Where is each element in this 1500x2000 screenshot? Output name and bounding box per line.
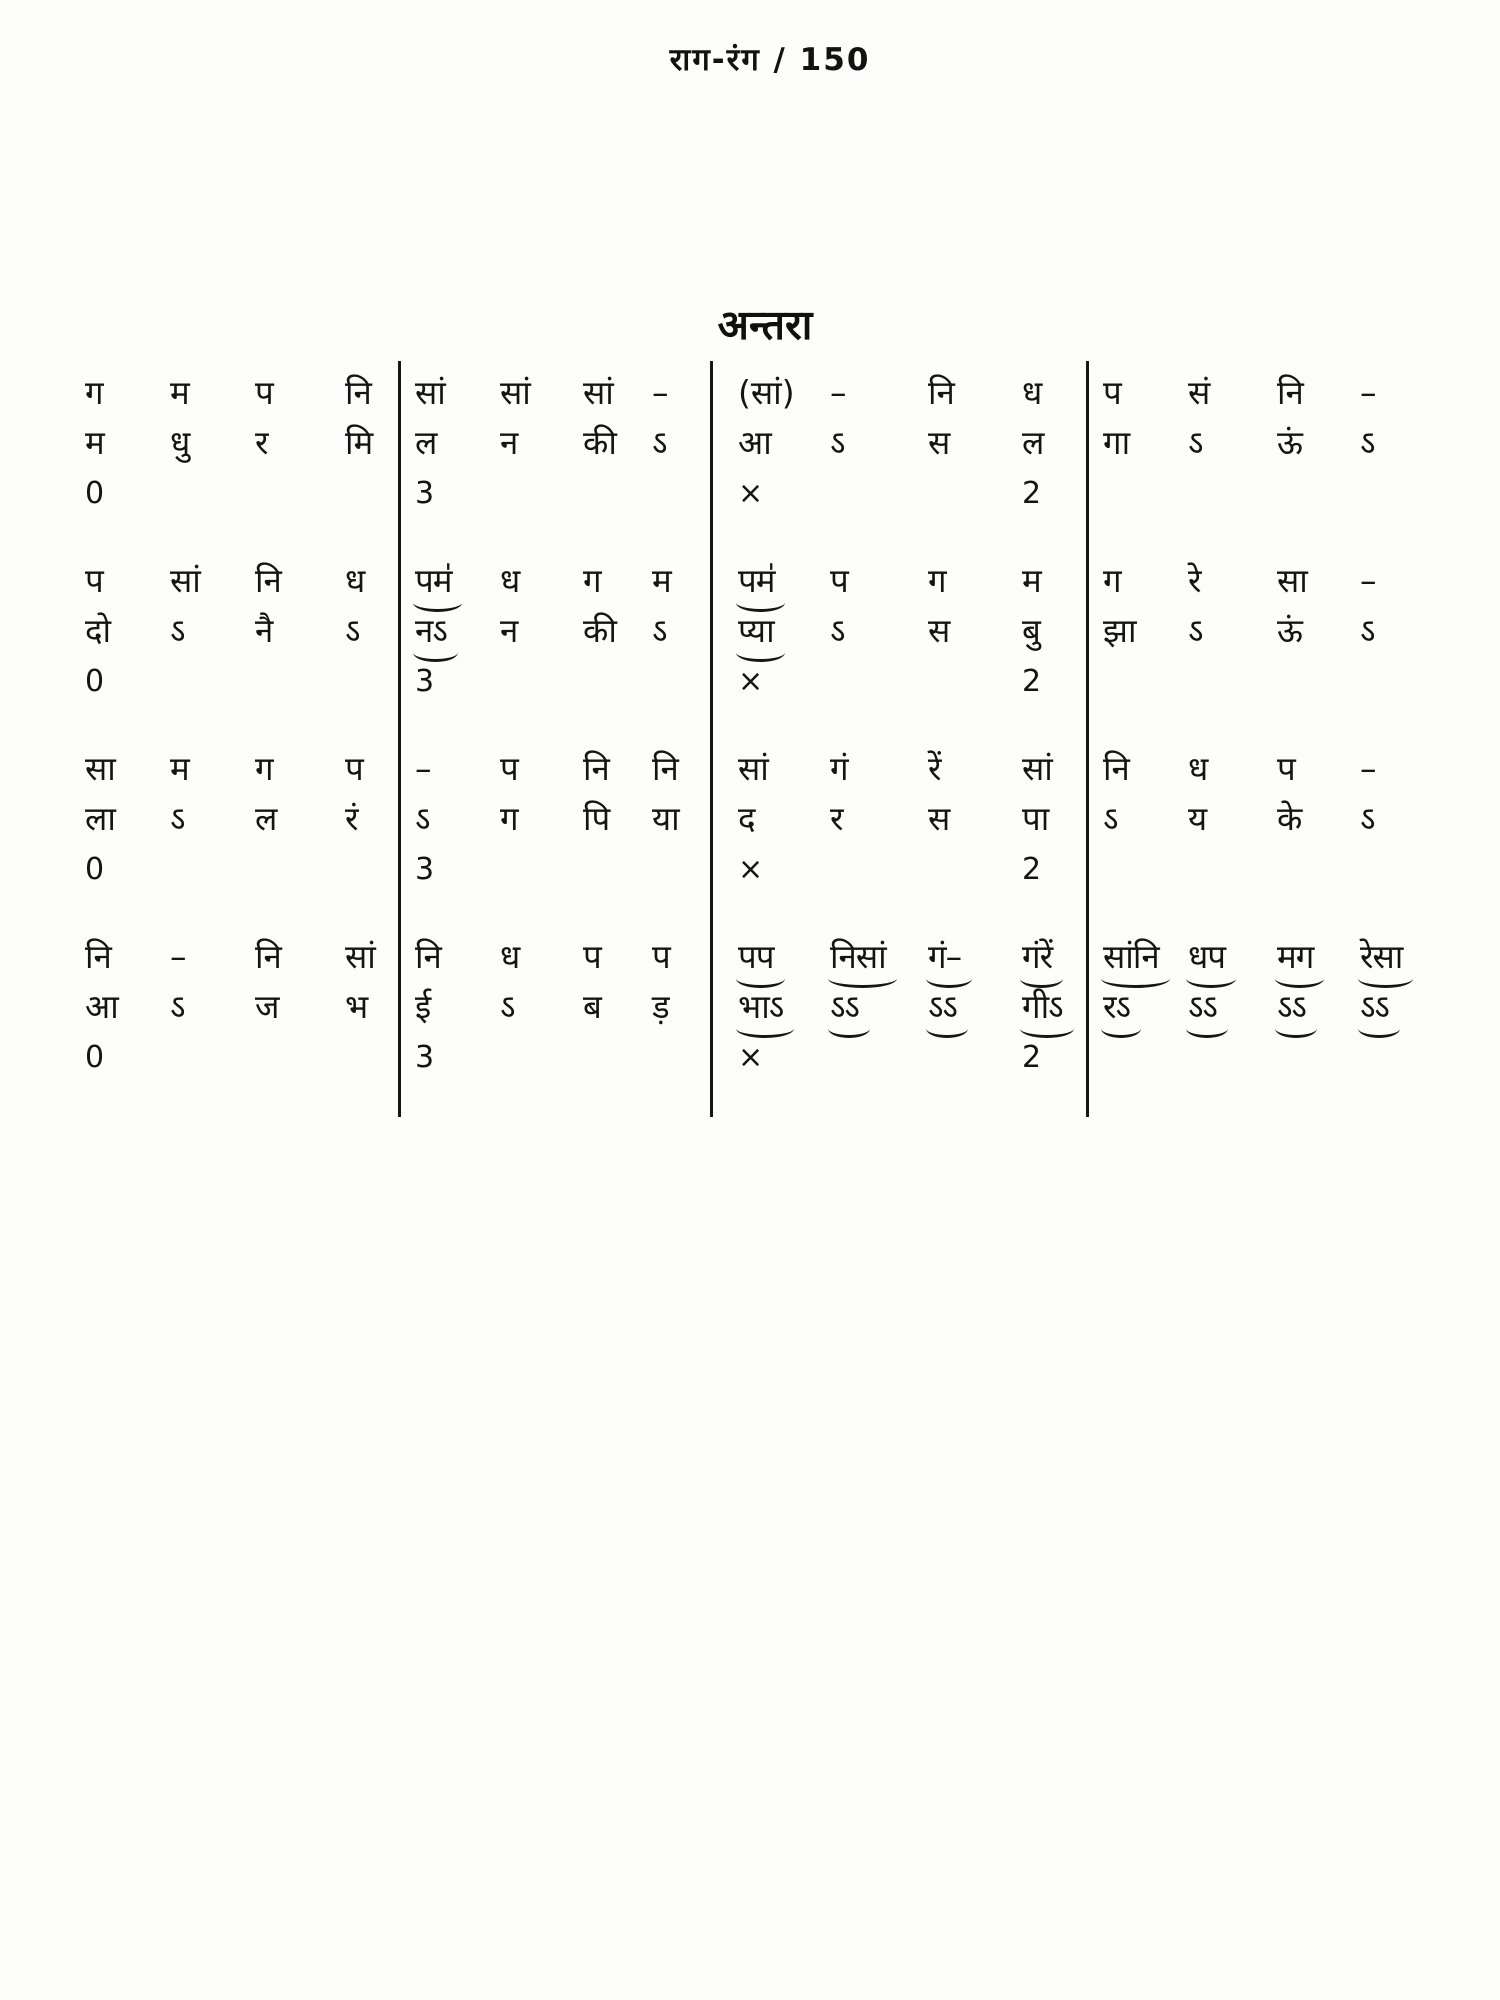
swara-cell: ग: [85, 373, 104, 412]
lyric-cell: ऽ: [500, 987, 516, 1026]
swara-cell: सां: [345, 937, 376, 976]
swara-cell: प: [85, 561, 104, 600]
swara-cell: सां: [1022, 749, 1053, 788]
taal-mark: [345, 1036, 398, 1082]
swara-cell: –: [1360, 561, 1377, 600]
lyric-cell: ड़: [652, 987, 670, 1026]
taal-mark: 0: [85, 852, 105, 887]
lyric-cell: ज: [255, 987, 280, 1026]
slurred-note-group: रऽ: [1103, 988, 1130, 1029]
swara-cell: ग: [1103, 561, 1122, 600]
swara-cell: नि: [345, 373, 372, 412]
taal-mark: [1360, 1036, 1445, 1082]
lyric-cell: बु: [1022, 611, 1041, 650]
lyric-cell: धु: [170, 423, 191, 462]
swara-cell: प: [1277, 749, 1296, 788]
swara-cell: [1022, 938, 1086, 988]
swara-cell: –: [652, 373, 669, 412]
taal-mark: [583, 660, 652, 706]
lyric-cell: ऽ: [170, 611, 186, 650]
lyric-cell: रं: [345, 799, 359, 838]
swara-cell: नि: [255, 937, 282, 976]
slurred-note-group: रेसा: [1360, 938, 1402, 979]
vibhag-bar-line: [1086, 361, 1089, 553]
swara-cell: –: [415, 749, 432, 788]
swara-cell: प: [500, 749, 519, 788]
lyric-cell: [738, 988, 830, 1036]
slurred-note-group: ऽऽ: [928, 988, 957, 1029]
notation-system-4: [85, 938, 1445, 1082]
taal-mark: [1360, 660, 1445, 706]
taal-mark: 3: [415, 476, 435, 511]
lyric-cell: ऽ: [1188, 611, 1204, 650]
slurred-note-group: पम॑: [415, 562, 451, 603]
swara-cell: –: [1360, 749, 1377, 788]
taal-mark: [583, 848, 652, 894]
swara-cell: ध: [500, 561, 521, 600]
slurred-note-group: ऽऽ: [830, 988, 859, 1029]
taal-mark: [255, 660, 345, 706]
slurred-note-group: धप: [1188, 938, 1225, 979]
taal-mark: [1103, 660, 1188, 706]
swara-cell: [738, 562, 830, 612]
swara-cell: नि: [583, 749, 610, 788]
taal-mark: [1277, 660, 1360, 706]
swara-cell: नि: [652, 749, 679, 788]
taal-mark: [255, 1036, 345, 1082]
lyric-cell: ब: [583, 987, 602, 1026]
lyric-cell: ई: [415, 987, 432, 1026]
lyric-cell: ला: [85, 799, 116, 838]
swara-cell: रें: [928, 749, 942, 788]
lyric-cell: ऽ: [1360, 611, 1376, 650]
swara-cell: [1188, 938, 1277, 988]
slurred-note-group: मग: [1277, 938, 1313, 979]
lyric-cell: ऽ: [652, 423, 668, 462]
swara-cell: [1277, 938, 1360, 988]
lyric-cell: [1188, 988, 1277, 1036]
vibhag-bar-line: [710, 925, 713, 1117]
lyric-cell: ऽ: [1188, 423, 1204, 462]
lyric-cell: ऽ: [1103, 799, 1119, 838]
swara-cell: प: [583, 937, 602, 976]
taal-mark: 0: [85, 664, 105, 699]
lyric-cell: [415, 612, 500, 660]
taal-mark: [652, 660, 710, 706]
lyric-cell: ऽ: [170, 799, 186, 838]
taal-mark: [345, 660, 398, 706]
swara-cell: म: [1022, 561, 1042, 600]
vibhag-bar-line: [710, 737, 713, 929]
lyric-cell: या: [652, 799, 680, 838]
lyric-cell: झा: [1103, 611, 1137, 650]
vibhag-bar-line: [398, 737, 401, 929]
swara-cell: [415, 562, 500, 612]
swara-cell: प: [345, 749, 364, 788]
slurred-note-group: ऽऽ: [1277, 988, 1306, 1029]
sargam-notation: [85, 374, 1445, 1126]
slurred-note-group: भाऽ: [738, 988, 783, 1029]
lyric-cell: मि: [345, 423, 374, 462]
taal-mark: [652, 1036, 710, 1082]
swara-cell: ग: [928, 561, 947, 600]
swara-cell: म: [170, 749, 190, 788]
swara-cell: म: [170, 373, 190, 412]
swara-cell: सां: [500, 373, 531, 412]
slurred-note-group: प्या: [738, 612, 774, 653]
swara-cell: [830, 938, 928, 988]
lyric-cell: ऽ: [830, 423, 846, 462]
lyric-cell: न: [500, 611, 519, 650]
lyric-cell: [1103, 988, 1188, 1036]
swara-cell: म: [652, 561, 672, 600]
swara-cell: [1103, 938, 1188, 988]
taal-mark: 3: [415, 1040, 435, 1075]
lyric-cell: [1277, 988, 1360, 1036]
taal-mark: 2: [1022, 852, 1042, 887]
taal-mark: [583, 1036, 652, 1082]
swara-cell: नि: [415, 937, 442, 976]
slurred-note-group: नऽ: [415, 612, 447, 653]
vibhag-bar-line: [398, 361, 401, 553]
taal-mark: [830, 660, 928, 706]
swara-cell: ध: [1022, 373, 1043, 412]
lyric-cell: ग: [500, 799, 519, 838]
taal-mark: 2: [1022, 476, 1042, 511]
swara-cell: ग: [583, 561, 602, 600]
taal-mark: [1188, 848, 1277, 894]
notation-system-1: [85, 374, 1445, 518]
taal-mark: [500, 472, 583, 518]
lyric-cell: पि: [583, 799, 611, 838]
notation-system-3: [85, 750, 1445, 894]
swara-cell: सां: [170, 561, 201, 600]
slurred-note-group: गंरें: [1022, 938, 1052, 979]
taal-mark: [652, 472, 710, 518]
swara-cell: नि: [928, 373, 955, 412]
taal-mark: [830, 1036, 928, 1082]
swara-cell: सा: [85, 749, 116, 788]
lyric-cell: ऊं: [1277, 611, 1303, 650]
lyric-cell: ऽ: [170, 987, 186, 1026]
taal-mark: [170, 1036, 255, 1082]
taal-mark: [583, 472, 652, 518]
lyric-cell: [928, 988, 1022, 1036]
swara-cell: सां: [415, 373, 446, 412]
section-title: अन्तरा: [717, 301, 813, 349]
slurred-note-group: पप: [738, 938, 774, 979]
slurred-note-group: ऽऽ: [1188, 988, 1217, 1029]
taal-mark: [928, 1036, 1022, 1082]
taal-mark: [1103, 472, 1188, 518]
swara-cell: [738, 938, 830, 988]
taal-mark: [1103, 848, 1188, 894]
vibhag-bar-line: [1086, 737, 1089, 929]
lyric-cell: [1360, 988, 1445, 1036]
taal-mark: [500, 848, 583, 894]
swara-cell: सां: [583, 373, 614, 412]
lyric-cell: र: [830, 799, 844, 838]
taal-mark: [170, 472, 255, 518]
swara-cell: सां: [738, 749, 769, 788]
swara-cell: ध: [1188, 749, 1209, 788]
swara-cell: गं: [830, 749, 849, 788]
taal-mark: ×: [738, 1040, 764, 1075]
lyric-cell: स: [928, 423, 951, 462]
swara-cell: नि: [1103, 749, 1130, 788]
lyric-cell: ऽ: [345, 611, 361, 650]
lyric-cell: ऊं: [1277, 423, 1303, 462]
lyric-cell: स: [928, 799, 951, 838]
slurred-note-group: निसां: [830, 938, 886, 979]
lyric-cell: भ: [345, 987, 369, 1026]
taal-mark: 3: [415, 852, 435, 887]
taal-mark: [255, 472, 345, 518]
taal-mark: [1188, 472, 1277, 518]
slurred-note-group: गं–: [928, 938, 961, 979]
vibhag-bar-line: [398, 925, 401, 1117]
taal-mark: [1360, 848, 1445, 894]
lyric-cell: य: [1188, 799, 1208, 838]
slurred-note-group: सांनि: [1103, 938, 1159, 979]
lyric-cell: पा: [1022, 799, 1050, 838]
swara-cell: नि: [255, 561, 282, 600]
page-header: राग-रंग / 150: [669, 42, 871, 78]
lyric-cell: न: [500, 423, 519, 462]
taal-mark: [500, 660, 583, 706]
taal-mark: [928, 848, 1022, 894]
taal-mark: ×: [738, 476, 764, 511]
taal-mark: [928, 472, 1022, 518]
swara-cell: [928, 938, 1022, 988]
swara-cell: सा: [1277, 561, 1308, 600]
taal-mark: 3: [415, 664, 435, 699]
swara-cell: प: [830, 561, 849, 600]
swara-cell: नि: [1277, 373, 1304, 412]
taal-mark: 0: [85, 476, 105, 511]
taal-mark: [500, 1036, 583, 1082]
lyric-cell: ऽ: [830, 611, 846, 650]
taal-mark: [1103, 1036, 1188, 1082]
swara-cell: –: [830, 373, 847, 412]
lyric-cell: की: [583, 611, 617, 650]
taal-mark: [830, 848, 928, 894]
lyric-cell: ल: [255, 799, 278, 838]
lyric-cell: ऽ: [1360, 799, 1376, 838]
taal-mark: [345, 472, 398, 518]
taal-mark: 2: [1022, 664, 1042, 699]
lyric-cell: आ: [738, 423, 772, 462]
notation-system-2: [85, 562, 1445, 706]
swara-cell: –: [170, 937, 187, 976]
slurred-note-group: गीऽ: [1022, 988, 1063, 1029]
swara-cell: ध: [500, 937, 521, 976]
lyric-cell: [1022, 988, 1086, 1036]
taal-mark: [1277, 848, 1360, 894]
taal-mark: ×: [738, 852, 764, 887]
taal-mark: [255, 848, 345, 894]
vibhag-bar-line: [1086, 549, 1089, 741]
taal-mark: [1188, 660, 1277, 706]
lyric-cell: ऽ: [415, 799, 431, 838]
taal-mark: [652, 848, 710, 894]
taal-mark: [928, 660, 1022, 706]
swara-cell: –: [1360, 373, 1377, 412]
taal-mark: [345, 848, 398, 894]
swara-cell: प: [255, 373, 274, 412]
lyric-cell: गा: [1103, 423, 1131, 462]
taal-mark: [170, 848, 255, 894]
swara-cell: (सां): [738, 373, 795, 412]
vibhag-bar-line: [710, 361, 713, 553]
slurred-note-group: पम॑: [738, 562, 774, 603]
taal-mark: [830, 472, 928, 518]
taal-mark: [170, 660, 255, 706]
taal-mark: 2: [1022, 1040, 1042, 1075]
swara-cell: रे: [1188, 561, 1202, 600]
lyric-cell: [738, 612, 830, 660]
lyric-cell: म: [85, 423, 105, 462]
swara-cell: [1360, 938, 1445, 988]
swara-cell: ग: [255, 749, 274, 788]
swara-cell: सं: [1188, 373, 1211, 412]
lyric-cell: र: [255, 423, 269, 462]
taal-mark: [1277, 472, 1360, 518]
taal-mark: [1360, 472, 1445, 518]
lyric-cell: [830, 988, 928, 1036]
swara-cell: ध: [345, 561, 366, 600]
slurred-note-group: ऽऽ: [1360, 988, 1389, 1029]
taal-mark: 0: [85, 1040, 105, 1075]
vibhag-bar-line: [710, 549, 713, 741]
lyric-cell: दो: [85, 611, 112, 650]
swara-cell: प: [652, 937, 671, 976]
taal-mark: ×: [738, 664, 764, 699]
lyric-cell: स: [928, 611, 951, 650]
lyric-cell: आ: [85, 987, 119, 1026]
lyric-cell: ऽ: [1360, 423, 1376, 462]
lyric-cell: ल: [415, 423, 438, 462]
vibhag-bar-line: [1086, 925, 1089, 1117]
lyric-cell: के: [1277, 799, 1303, 838]
lyric-cell: ऽ: [652, 611, 668, 650]
taal-mark: [1188, 1036, 1277, 1082]
lyric-cell: नै: [255, 611, 274, 650]
taal-mark: [1277, 1036, 1360, 1082]
swara-cell: नि: [85, 937, 112, 976]
vibhag-bar-line: [398, 549, 401, 741]
lyric-cell: ल: [1022, 423, 1045, 462]
lyric-cell: की: [583, 423, 617, 462]
lyric-cell: द: [738, 799, 756, 838]
swara-cell: प: [1103, 373, 1122, 412]
